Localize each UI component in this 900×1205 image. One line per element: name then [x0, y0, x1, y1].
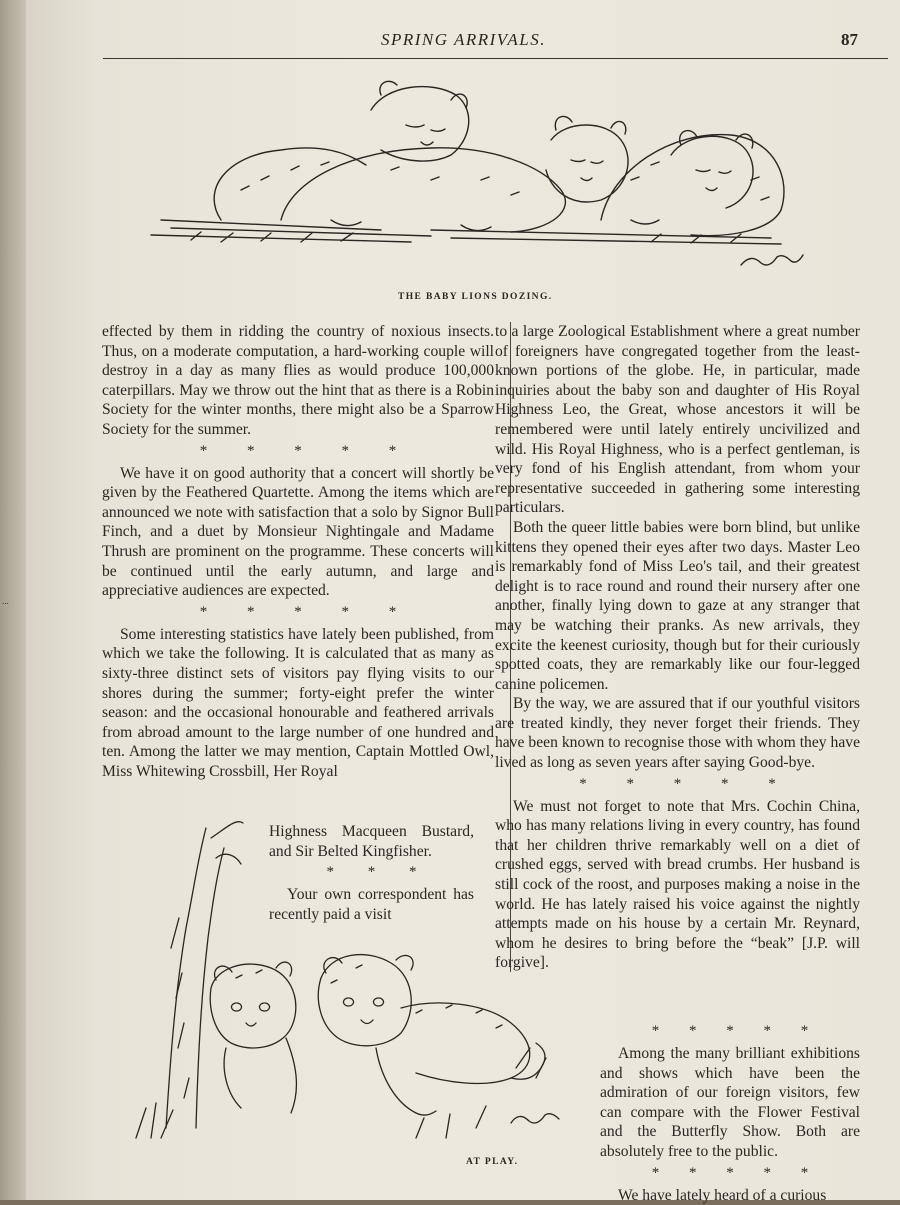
right-paragraph-4: We must not forget to note that Mrs. Cochin China, who has many relations living in every country, has found that her children thrive remarkably well on a diet of crushed eggs, served with bread crumbs. Her husband is still cock of the roost, and purposes making a noise in the world. He has lately raised his voice against the nightly attempts made on his house by a certain Mr. Reynard, whom he desires to bring before the “beak” [J.P. will forgive].	[495, 797, 860, 972]
right-paragraph-5: Among the many brilliant exhibitions and shows which have been the admiration of our foreign visitors, few can compare with the Flower Festival and the Butterfly Show. Both are absolutely free to the public.	[600, 1045, 860, 1160]
right-paragraph-1: to a large Zoological Establishment where a great number of foreigners have congregated together from the least-known portions of the globe. He, in particular, made inquiries about the baby son and daughter of His Royal Highness Leo, the Great, whose ancestors it will be remembered were until lately entirely uncivilized and wild. His Royal Highness, who is a perfect gentleman, is very fond of his English attendant, from whom your representative succeeded in gathering some interesting particulars.	[495, 323, 860, 517]
section-divider: * * * * *	[579, 775, 776, 792]
lions-at-play-illustration	[116, 808, 586, 1148]
left-paragraph-3: Some interesting statistics have lately been published, from which we take the following. It is calculated that as many as sixty-three distinct sets of visitors pay flying visits to our shores during the summer; forty-eight prefer the winter season: and the occasional honourable and feathered arrivals from abroad amount to the large number of one hundred and ten. Among the latter we may mention, Captain Mottled Owl, Miss Whitewing Crossbill, Her Royal	[102, 625, 494, 780]
page-number: 87	[841, 30, 858, 49]
left-column	[102, 322, 494, 781]
running-header-title: SPRING ARRIVALS.	[381, 30, 547, 49]
header-rule	[103, 58, 888, 59]
caption-bottom: AT PLAY.	[466, 1157, 519, 1167]
right-paragraph-3: By the way, we are assured that if our youthful visitors are treated kindly, they never forget their friends. They have been known to recognise those with whom they have lived as long as seven years after saying Good-bye.	[495, 695, 860, 772]
right-paragraph-2: Both the queer little babies were born blind, but unlike kittens they opened their eyes after two days. Master Leo is remarkably fond of Miss Leo's tail, and their greatest delight is to race round and round their nursery after one another, finally lying down to gaze at any stranger that may be watching their pranks. As new arrivals, they excite the keenest curiosity, though but for their curiously spotted coats, they are remarkably like our four-legged canine policemen.	[495, 518, 860, 693]
previous-page-edge: ...	[0, 0, 26, 1200]
left-paragraph-4: Your own correspondent has recently paid a visit	[269, 886, 474, 923]
section-divider: * * * * *	[651, 1023, 809, 1039]
left-paragraph-1: effected by them in ridding the country of noxious insects. Thus, on a moderate computation, a hard-working couple will destroy in a day as many flies as would produce 100,000 caterpillars. May we throw out the hint that as there is a Robin Society for the winter months, there might also be a Sparrow Society for the summer.	[102, 323, 494, 438]
section-divider: * * *	[326, 864, 417, 881]
section-divider: * * * * *	[651, 1164, 809, 1181]
section-divider: * * * * *	[199, 603, 397, 620]
baby-lions-dozing-illustration	[131, 70, 821, 290]
right-paragraph-6: We have lately heard of a curious	[618, 1186, 827, 1204]
caption-top: THE BABY LIONS DOZING.	[398, 292, 553, 302]
right-column-lower	[600, 1020, 860, 1205]
left-paragraph-3-continued: Highness Macqueen Bustard, and Sir Belted Kingfisher.	[269, 823, 474, 860]
section-divider: * * * * *	[199, 442, 397, 459]
book-page	[26, 0, 900, 1204]
left-paragraph-2: We have it on good authority that a concert will shortly be given by the Feathered Quartette. Among the items which are announced we note with satisfaction that a solo by Signor Bull Finch, and a duet by Monsieur Nightingale and Madame Thrush are prominent on the programme. These concerts will be continued until the early autumn, and large and appreciative audiences are expected.	[102, 464, 494, 600]
